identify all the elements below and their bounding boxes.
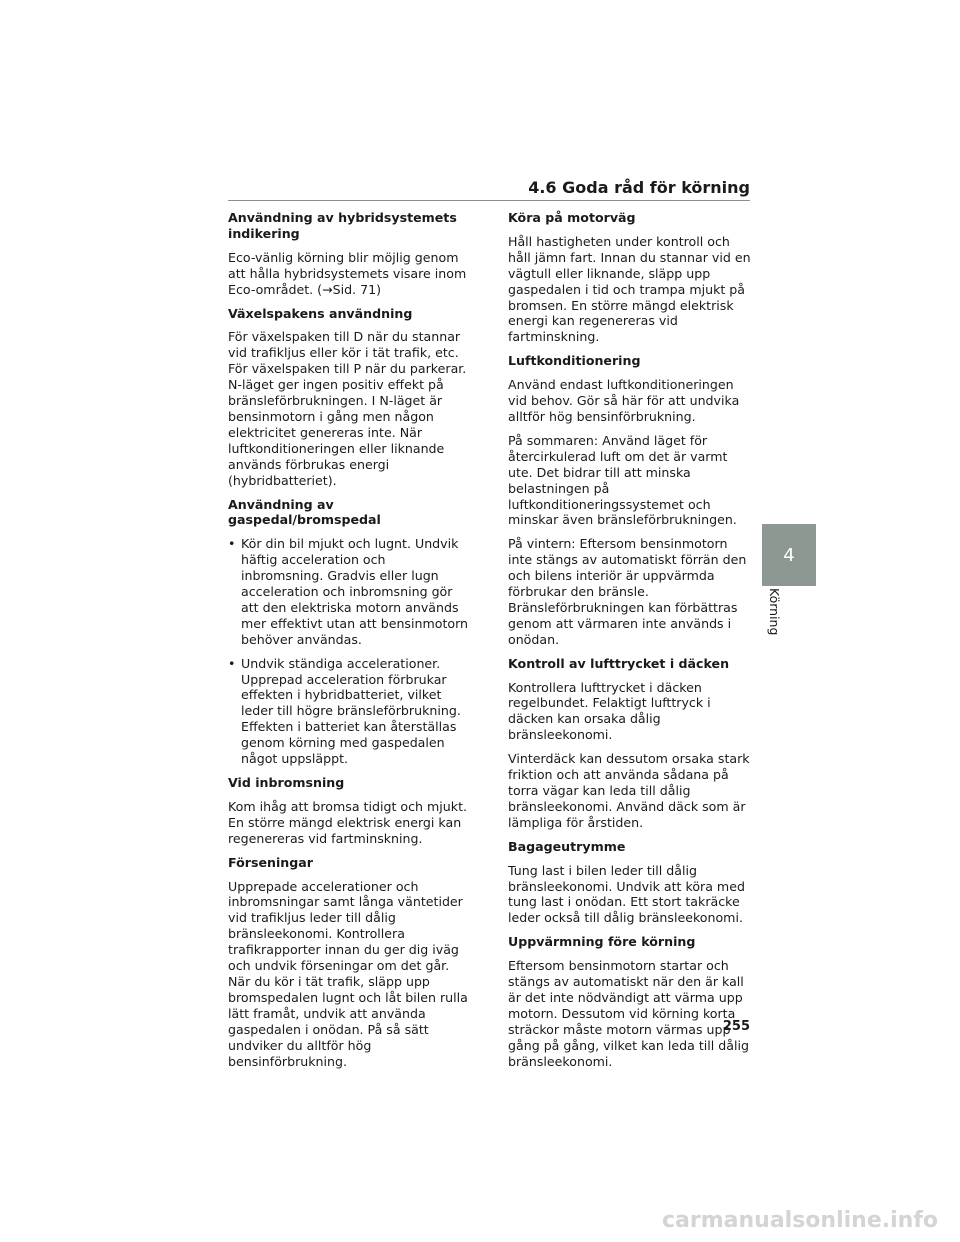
heading-luggage: Bagageutrymme xyxy=(508,838,626,854)
heading-shift-lever: Växelspakens användning xyxy=(228,305,413,321)
heading-hybrid-indicator: Användning av hybridsystemets indikering xyxy=(228,210,457,241)
bullet-icon: • xyxy=(228,655,236,671)
paragraph-warmup: Eftersom bensinmotorn startar och stängs av automatiskt när den är kall är det inte nödvändigt att värma upp motorn. Dessutom vid körning korta sträckor måste motorn värmas upp gång på gång, vilket kan leda till dålig bränsleekonomi. xyxy=(508,958,749,1069)
paragraph-tire-pressure: Kontrollera lufttrycket i däcken regelbundet. Felaktigt lufttryck i däcken kan orsaka dålig bränsleekonomi. xyxy=(508,679,711,743)
paragraph-luggage: Tung last i bilen leder till dålig bränsleekonomi. Undvik att köra med tung last i onödan. Ett stort takräcke leder också till dålig bränsleekonomi. xyxy=(508,862,745,926)
chapter-number: 4 xyxy=(783,544,795,566)
chapter-side-label: Körning xyxy=(767,588,782,636)
heading-braking: Vid inbromsning xyxy=(228,775,345,790)
heading-warmup: Uppvärmning före körning xyxy=(508,934,696,950)
page-number: 255 xyxy=(722,1019,750,1034)
header-divider xyxy=(228,200,750,201)
list-item xyxy=(228,656,470,767)
paragraph-winter-tires: Vinterdäck kan dessutom orsaka stark friktion och att använda sådana på torra vägar kan leda till dålig bränsleekonomi. Använd däck som är lämpliga för årstiden. xyxy=(508,751,750,830)
heading-highway: Köra på motorväg xyxy=(508,210,636,225)
bullet-icon: • xyxy=(228,536,236,552)
list-item-text: Undvik ständiga accelerationer. Upprepad acceleration förbrukar effekten i hybridbatteriet, vilket leder till högre bränsleförbrukning. Effekten i batteriet kan återställas genom körning med gaspedalen något uppsläppt. xyxy=(241,655,461,767)
paragraph-summer: På sommaren: Använd läget för återcirkulerad luft om det är varmt ute. Det bidrar till att minska belastningen på luftkonditioneringssystemet och minskar även bränsleförbrukningen. xyxy=(508,432,737,528)
paragraph-air-conditioning: Använd endast luftkonditioneringen vid behov. Gör så här för att undvika alltför hög bensinförbrukning. xyxy=(508,377,740,424)
pedal-tips-list xyxy=(228,536,470,767)
paragraph-winter: På vintern: Eftersom bensinmotorn inte stängs av automatiskt förrän den och bilens interiör är uppvärmda förbrukar den bränsle. Bränsleförbrukningen kan förbättras genom att värmaren inte används i onödan. xyxy=(508,536,747,647)
paragraph-hybrid-indicator: Eco-vänlig körning blir möjlig genom att hålla hybridsystemets visare inom Eco-området. (→Sid. 71) xyxy=(228,249,467,297)
paragraph-highway: Håll hastigheten under kontroll och håll jämn fart. Innan du stannar vid en vägtull eller liknande, släpp upp gaspedalen i tid och trampa mjukt på bromsen. En större mängd elektrisk energi kan regenereras vid fartminskning. xyxy=(508,233,751,345)
chapter-tab xyxy=(762,524,816,586)
heading-tire-pressure: Kontroll av lufttrycket i däcken xyxy=(508,655,730,671)
paragraph-delays: Upprepade accelerationer och inbromsningar samt långa väntetider vid trafikljus leder till dålig bränsleekonomi. Kontrollera trafikrapporter innan du ger dig iväg och undvik förseningar om det går. När du kör i tät trafik, släpp upp bromspedalen lugnt och låt bilen rulla lätt framåt, undvik att använda gaspedalen i onödan. På så sätt undviker du alltför hög bensinförbrukning. xyxy=(228,878,468,1069)
section-header: 4.6 Goda råd för körning xyxy=(528,178,750,197)
left-column xyxy=(228,210,470,1077)
paragraph-braking: Kom ihåg att bromsa tidigt och mjukt. En större mängd elektrisk energi kan regenereras vid fartminskning. xyxy=(228,798,468,846)
right-column xyxy=(508,210,753,1078)
list-item xyxy=(228,536,470,647)
watermark: carmanualsonline.info xyxy=(662,1208,938,1233)
heading-air-conditioning: Luftkonditionering xyxy=(508,353,641,369)
paragraph-shift-lever: För växelspaken till D när du stannar vid trafikljus eller kör i tät trafik, etc. För växelspaken till P när du parkerar. N-läget ger ingen positiv effekt på bränsleförbrukningen. I N-läget är bensinmotorn i gång men någon elektricitet genereras inte. När luftkonditioneringen eller liknande används förbrukas energi (hybridbatteriet). xyxy=(228,329,467,488)
list-item-text: Kör din bil mjukt och lugnt. Undvik häftig acceleration och inbromsning. Gradvis eller lugn acceleration och inbromsning gör att den elektriska motorn används mer effektivt utan att bensinmotorn behöver användas. xyxy=(241,536,469,647)
heading-pedals: Användning av gaspedal/bromspedal xyxy=(228,496,381,528)
heading-delays: Förseningar xyxy=(228,854,313,870)
